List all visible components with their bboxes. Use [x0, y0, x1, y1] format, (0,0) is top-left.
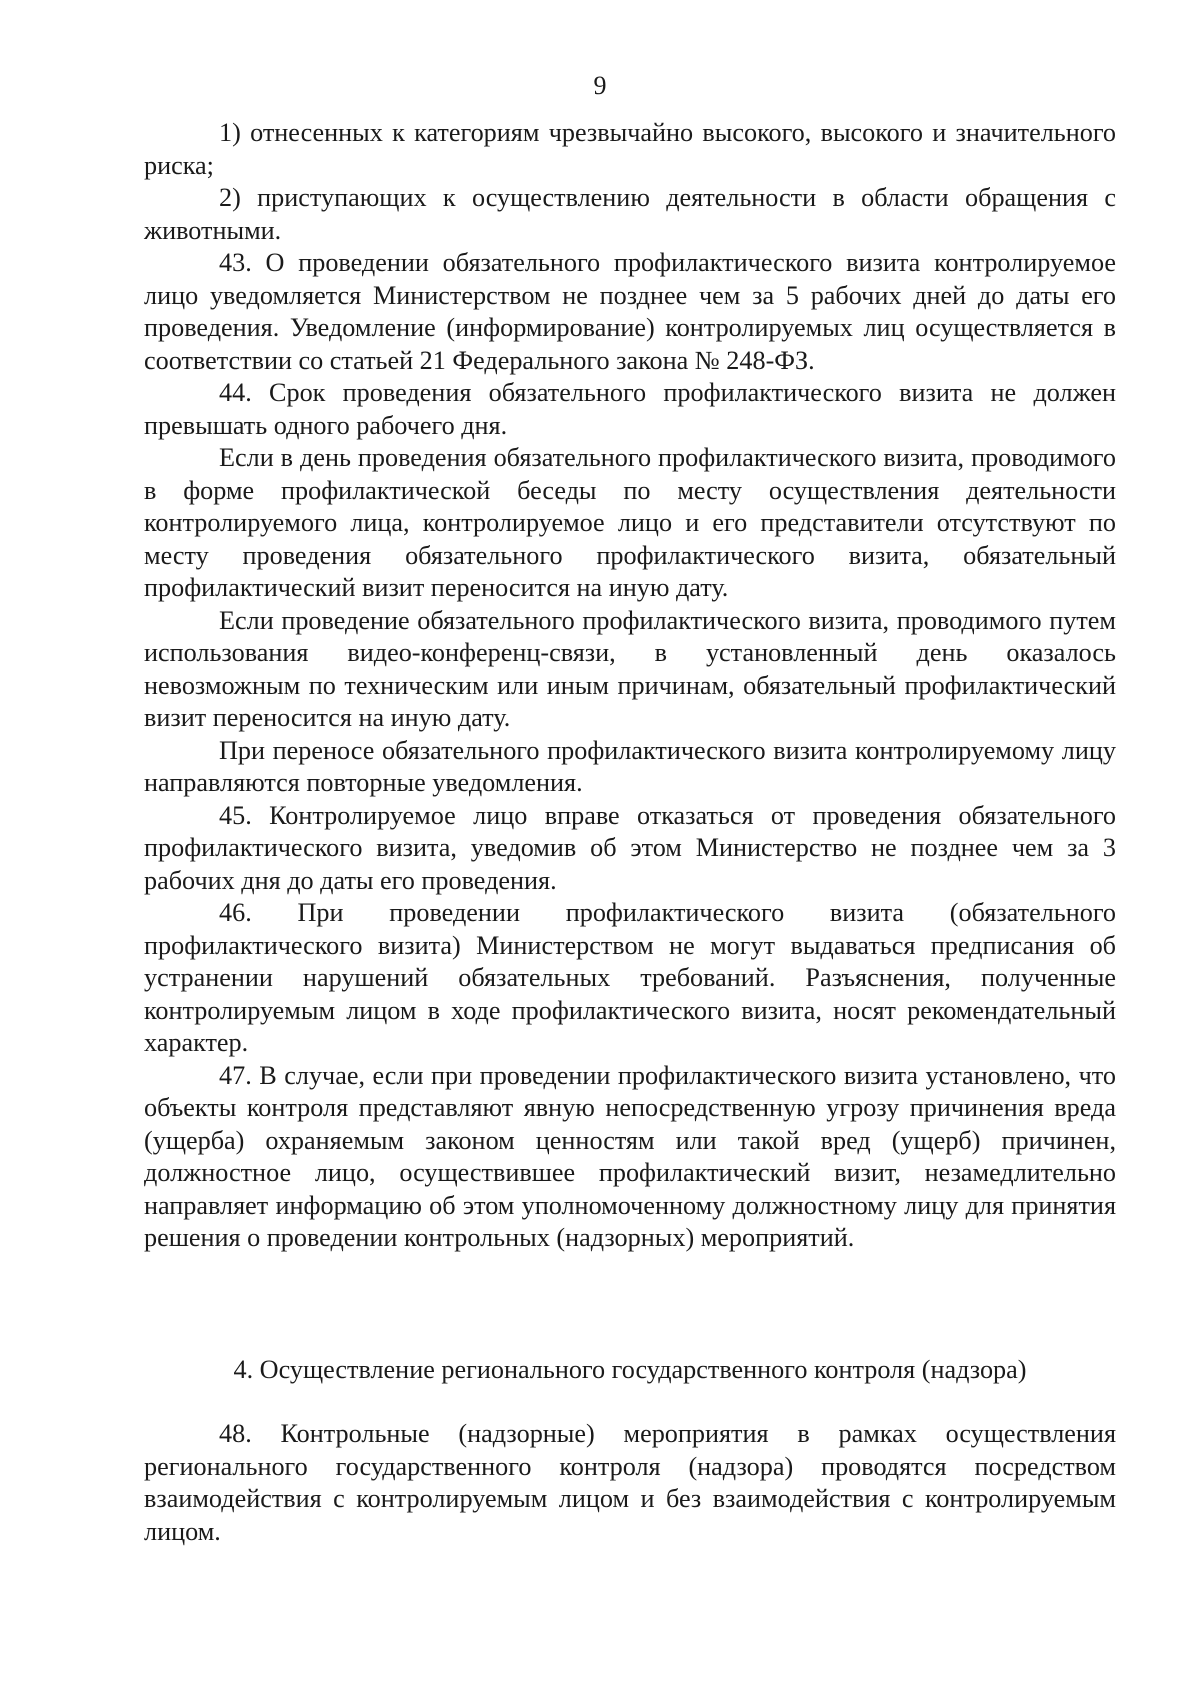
paragraph-47: 47. В случае, если при проведении профилактического визита установлено, что объекты контроля представляют явную непосредственную угрозу причинения вреда (ущерба) охраняемым законом ценностям или такой вред (ущерб) причинен, должностное лицо, осуществившее профилактический визит, незамедлительно направляет информацию об этом уполномоченному должностному лицу для принятия решения о проведении контрольных (надзорных) мероприятий.	[144, 1060, 1116, 1252]
paragraph-48: 48. Контрольные (надзорные) мероприятия в рамках осуществления регионального государственного контроля (надзора) проводятся посредством взаимодействия с контролируемым лицом и без взаимодействия с контролируемым лицом.	[144, 1419, 1116, 1546]
document-body	[144, 117, 1116, 1255]
paragraph-44-reschedule-absence: Если в день проведения обязательного профилактического визита, проводимого в форме профилактической беседы по месту осуществления деятельности контролируемого лица, контролируемое лицо и его представители отсутствуют по месту проведения обязательного профилактического визита, обязательный профилактический визит переносится на иную дату.	[144, 443, 1116, 602]
section-body	[144, 1418, 1116, 1548]
section-heading: 4. Осуществление регионального государственного контроля (надзора)	[233, 1355, 1027, 1384]
paragraph-44: 44. Срок проведения обязательного профилактического визита не должен превышать одного рабочего дня.	[144, 378, 1116, 440]
paragraph-item-1: 1) отнесенных к категориям чрезвычайно высокого, высокого и значительного риска;	[144, 118, 1116, 180]
page-number: 9	[593, 71, 607, 100]
paragraph-46: 46. При проведении профилактического визита (обязательного профилактического визита) Министерством не могут выдаваться предписания об устранении нарушений обязательных требований. Разъяснения, полученные контролируемым лицом в ходе профилактического визита, носят рекомендательный характер.	[144, 898, 1116, 1057]
paragraph-item-2: 2) приступающих к осуществлению деятельности в области обращения с животными.	[144, 183, 1116, 245]
paragraph-43: 43. О проведении обязательного профилактического визита контролируемое лицо уведомляется Министерством не позднее чем за 5 рабочих дней до даты его проведения. Уведомление (информирование) контролируемых лиц осуществляется в соответствии со статьей 21 Федерального закона № 248-ФЗ.	[144, 248, 1116, 375]
paragraph-45: 45. Контролируемое лицо вправе отказаться от проведения обязательного профилактического визита, уведомив об этом Министерство не позднее чем за 3 рабочих дня до даты его проведения.	[144, 800, 1116, 895]
paragraph-44-reschedule-video: Если проведение обязательного профилактического визита, проводимого путем использования видео-конференц-связи, в установленный день оказалось невозможным по техническим или иным причинам, обязательный профилактический визит переносится на иную дату.	[144, 605, 1116, 732]
paragraph-44-repeat-notice: При переносе обязательного профилактического визита контролируемому лицу направляются повторные уведомления.	[144, 735, 1116, 797]
